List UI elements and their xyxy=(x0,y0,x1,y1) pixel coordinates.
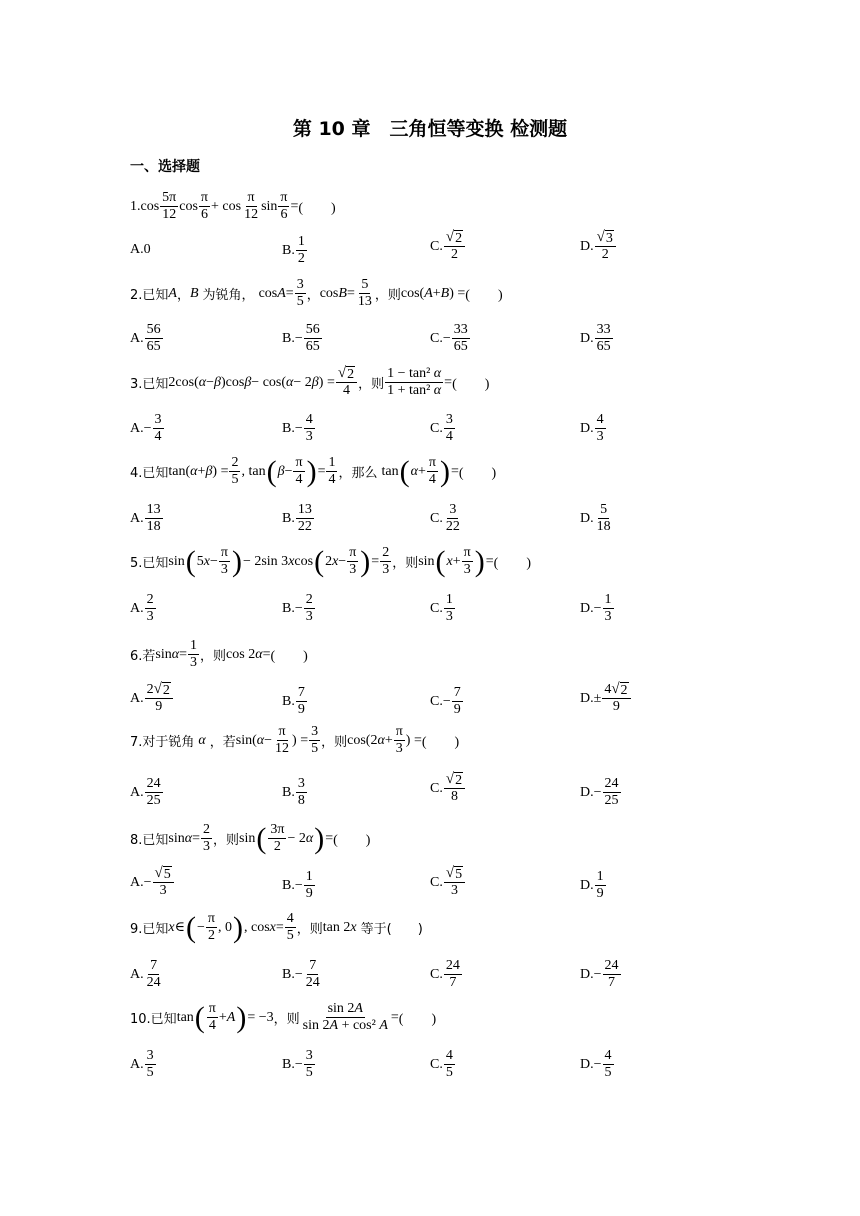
q2-option-c[interactable]: C. − $\frac{33}{65}$ xyxy=(430,322,468,355)
q7-option-d[interactable]: D. − $\frac{24}{25}$ xyxy=(580,776,619,809)
q10-option-b[interactable]: B. − $\frac{3}{5}$ xyxy=(282,1048,313,1081)
question-2: 2.已知 A ， B 为锐角， cos A = $\frac{3}{5}$ ， cos B = $\frac{5}{13}$ ，则 cos( A + B ) = ( ) xyxy=(130,277,503,310)
question-7: 7.对于锐角 α ，若 sin( α − $\frac{\pi}{12}$ ) = $\frac{3}{5}$ ，则 cos(2 α + $\frac{\pi}{3}$ ) = ( ) xyxy=(130,724,460,757)
question-1: 1. cos $\frac{5\pi}{12}$ cos $\frac{\pi}{6}$ + cos $\frac{\pi}{12}$ sin $\frac{\pi}{6}$ = ( ) xyxy=(130,190,336,223)
q5-option-c[interactable]: C. $\frac{1}{3}$ xyxy=(430,592,453,625)
q4-option-d[interactable]: D. $\frac{5}{18}$ xyxy=(580,502,611,535)
q9-option-c[interactable]: C. $\frac{24}{7}$ xyxy=(430,958,460,991)
q6-option-c[interactable]: C. − $\frac{7}{9}$ xyxy=(430,685,461,718)
q5-option-d[interactable]: D. − $\frac{1}{3}$ xyxy=(580,592,612,625)
q9-option-d[interactable]: D. − $\frac{24}{7}$ xyxy=(580,958,619,991)
q4-option-b[interactable]: B. $\frac{13}{22}$ xyxy=(282,502,312,535)
q1-option-c[interactable]: C. √ 2 2 xyxy=(430,230,466,263)
q7-option-a[interactable]: A. $\frac{24}{25}$ xyxy=(130,776,161,809)
q1-option-a[interactable]: A.0 xyxy=(130,242,151,257)
q10-option-c[interactable]: C. $\frac{4}{5}$ xyxy=(430,1048,453,1081)
q3-option-a[interactable]: A. − $\frac{3}{4}$ xyxy=(130,412,162,445)
q8-option-c[interactable]: C. √ 5 3 xyxy=(430,866,466,899)
q3-option-b[interactable]: B. − $\frac{4}{3}$ xyxy=(282,412,313,445)
q5-option-a[interactable]: A. $\frac{2}{3}$ xyxy=(130,592,154,625)
section-heading: 一、选择题 xyxy=(130,159,200,175)
question-3: 3.已知 2cos( α − β )cos β − cos( α − 2 β ) = √ 2 4 ，则 $\frac{\text{1 − tan² α}}{\text{1 + tan² α}}$ = ( ) xyxy=(130,365,490,399)
q2-option-a[interactable]: A. $\frac{56}{65}$ xyxy=(130,322,161,355)
q5-option-b[interactable]: B. − $\frac{2}{3}$ xyxy=(282,592,313,625)
q9-option-a[interactable]: A. $\frac{7}{24}$ xyxy=(130,958,161,991)
q6-option-a[interactable]: A. 2 √ 2 9 xyxy=(130,682,174,715)
q3-option-d[interactable]: D. $\frac{4}{3}$ xyxy=(580,412,604,445)
q8-option-b[interactable]: B. − $\frac{1}{9}$ xyxy=(282,869,313,902)
q10-option-d[interactable]: D. − $\frac{4}{5}$ xyxy=(580,1048,612,1081)
q2-option-d[interactable]: D. $\frac{33}{65}$ xyxy=(580,322,611,355)
q4-option-c[interactable]: C. $\frac{3}{22}$ xyxy=(430,502,460,535)
q2-option-b[interactable]: B. − $\frac{56}{65}$ xyxy=(282,322,320,355)
question-10: 10.已知 tan ( $\frac{\pi}{4}$ + A ) = −3 ，则 $\frac{\sin 2A}{\text{sin 2A + cos² A}}$ = ( ) xyxy=(130,1000,437,1034)
question-8: 8.已知 sin α = $\frac{2}{3}$ ，则 sin ( $\frac{3\pi}{2}$ − 2 α ) = ( ) xyxy=(130,821,371,855)
q6-option-b[interactable]: B. $\frac{7}{9}$ xyxy=(282,685,305,718)
q9-option-b[interactable]: B. − $\frac{7}{24}$ xyxy=(282,958,320,991)
q8-option-a[interactable]: A. − √ 5 3 xyxy=(130,866,175,899)
q7-option-b[interactable]: B. $\frac{3}{8}$ xyxy=(282,776,305,809)
question-9: 9.已知 x ∈ ( − $\frac{\pi}{2}$ , 0 ) , cos x = $\frac{4}{5}$ ，则 tan 2 x 等于( ) xyxy=(130,910,423,944)
q6-option-d[interactable]: D. ± 4 √ 2 9 xyxy=(580,682,632,715)
q7-option-c[interactable]: C. √ 2 8 xyxy=(430,772,466,805)
q4-option-a[interactable]: A. $\frac{13}{18}$ xyxy=(130,502,161,535)
q3-option-c[interactable]: C. $\frac{3}{4}$ xyxy=(430,412,453,445)
question-4: 4.已知 tan( α + β ) = $\frac{2}{5}$ , tan ( β − $\frac{\pi}{4}$ ) = $\frac{1}{4}$ ，那么 tan ( α + $\frac{\pi}{4}$ ) = ( ) xyxy=(130,454,497,488)
q10-option-a[interactable]: A. $\frac{3}{5}$ xyxy=(130,1048,154,1081)
q8-option-d[interactable]: D. $\frac{1}{9}$ xyxy=(580,869,604,902)
q1-option-b[interactable]: B. $\frac{1}{2}$ xyxy=(282,234,305,267)
q1-option-d[interactable]: D. √ 3 2 xyxy=(580,230,617,263)
question-6: 6.若 sin α = $\frac{1}{3}$ ，则 cos 2 α = ( ) xyxy=(130,638,308,671)
question-5: 5.已知 sin ( 5 x − $\frac{\pi}{3}$ ) − 2sin 3 x cos ( 2 x − $\frac{\pi}{3}$ ) = $\frac{2}{3}$ ，则 sin ( x + $\frac{\pi}{3}$ ) = ( ) xyxy=(130,544,531,578)
page-title: 第 10 章 三角恒等变换 检测题 xyxy=(292,118,568,140)
